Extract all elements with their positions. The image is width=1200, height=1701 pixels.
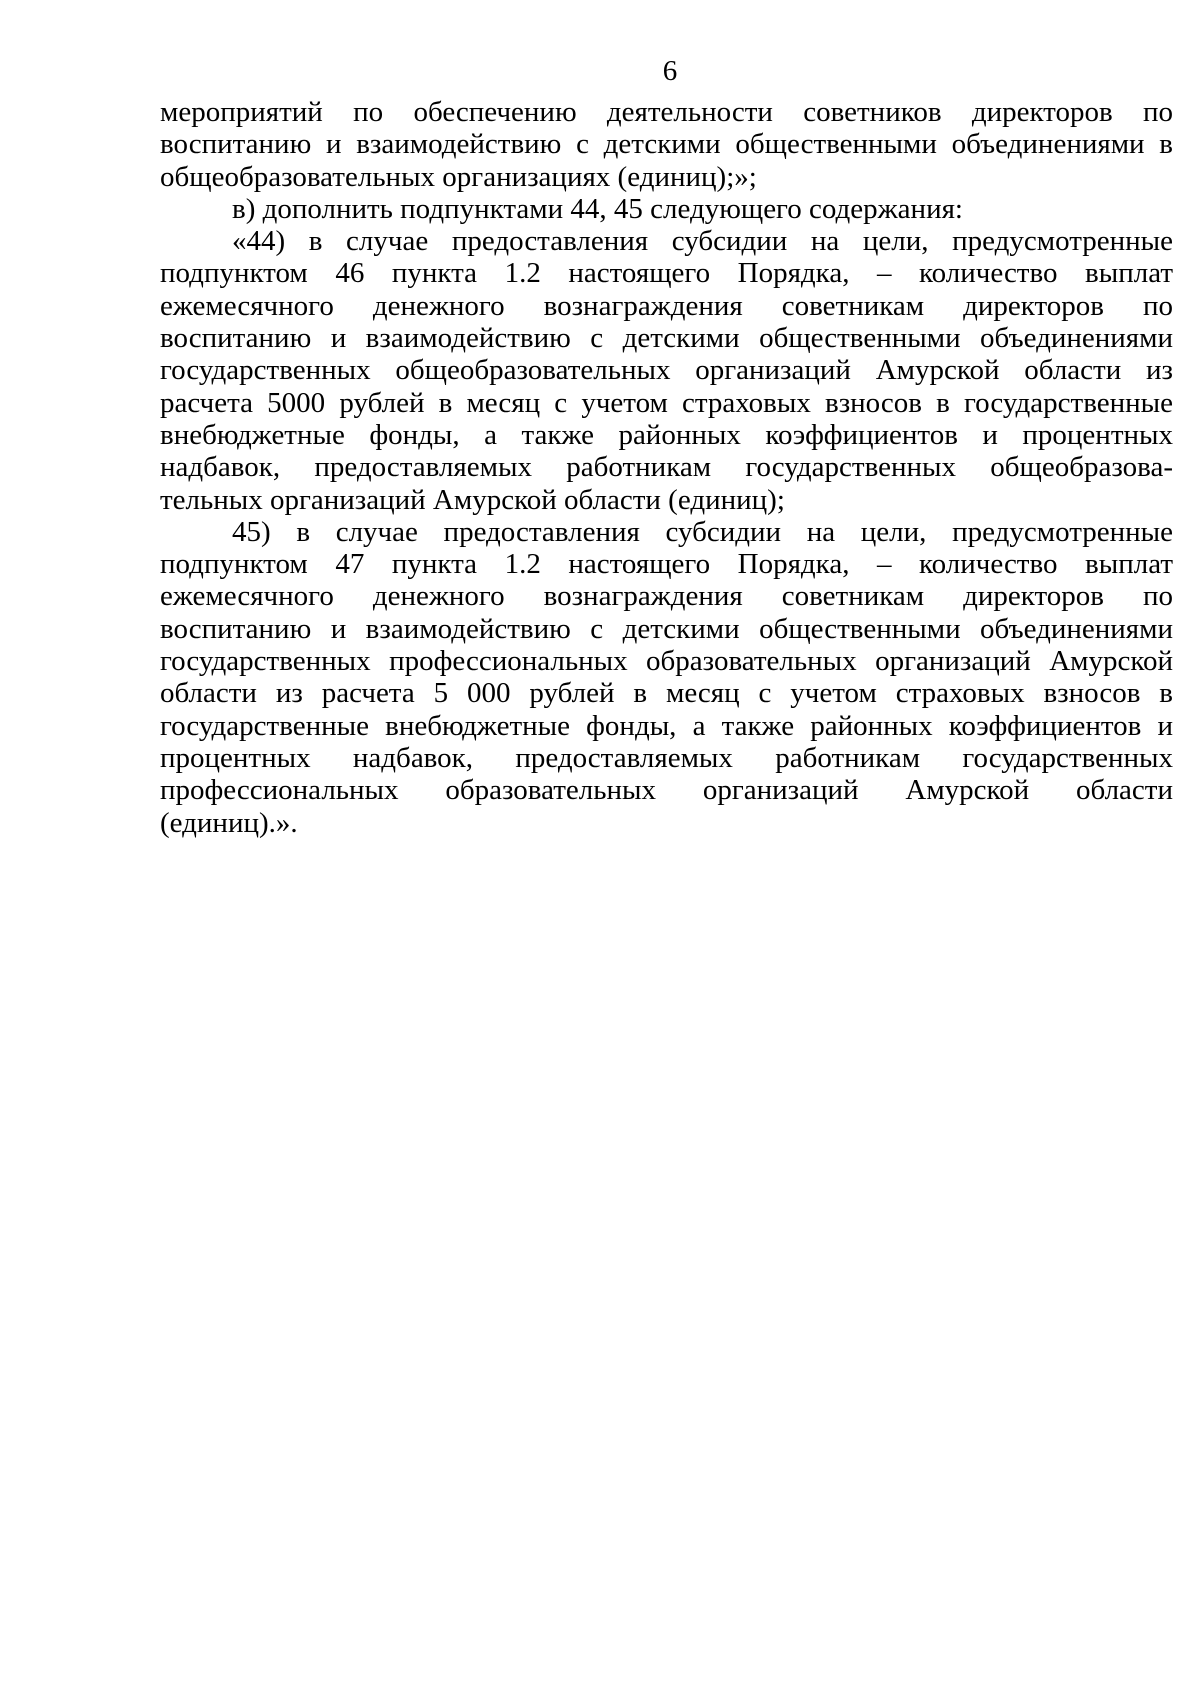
text-line: государственных общеобразовательных организаций Амурской области из xyxy=(160,354,1173,387)
text-line: процентных надбавок, предоставляемых работникам государственных xyxy=(160,741,1173,774)
text-line: надбавок, предоставляемых работникам государственных общеобразова- xyxy=(160,451,1173,484)
text-line: в) дополнить подпунктами 44, 45 следующего содержания: xyxy=(232,192,963,225)
text-line: государственные внебюджетные фонды, а также районных коэффициентов и xyxy=(160,709,1173,742)
text-line: внебюджетные фонды, а также районных коэффициентов и процентных xyxy=(160,418,1173,451)
text-line: ежемесячного денежного вознаграждения советникам директоров по xyxy=(160,580,1173,613)
text-line: воспитанию и взаимодействию с детскими общественными объединениями xyxy=(160,612,1173,645)
text-line: воспитанию и взаимодействию с детскими общественными объединениями xyxy=(160,322,1173,355)
text-line: (единиц).». xyxy=(160,806,298,839)
text-line: профессиональных образовательных организаций Амурской области xyxy=(160,774,1173,807)
text-line: области из расчета 5 000 рублей в месяц с учетом страховых взносов в xyxy=(160,677,1173,710)
text-line: воспитанию и взаимодействию с детскими общественными объединениями в xyxy=(160,128,1173,161)
text-line: «44) в случае предоставления субсидии на цели, предусмотренные xyxy=(232,225,1173,258)
text-line: 45) в случае предоставления субсидии на цели, предусмотренные xyxy=(232,515,1173,548)
text-line: государственных профессиональных образовательных организаций Амурской xyxy=(160,645,1173,678)
text-line: общеобразовательных организациях (единиц);»; xyxy=(160,160,757,193)
text-line: тельных организаций Амурской области (единиц); xyxy=(160,483,785,516)
text-line: подпунктом 47 пункта 1.2 настоящего Порядка, – количество выплат xyxy=(160,548,1173,581)
text-line: ежемесячного денежного вознаграждения советникам директоров по xyxy=(160,289,1173,322)
text-line: подпунктом 46 пункта 1.2 настоящего Порядка, – количество выплат xyxy=(160,257,1173,290)
text-line: расчета 5000 рублей в месяц с учетом страховых взносов в государственные xyxy=(160,386,1173,419)
text-line: мероприятий по обеспечению деятельности советников директоров по xyxy=(160,96,1173,128)
document-body xyxy=(160,96,1173,839)
page-number: 6 xyxy=(662,55,678,87)
